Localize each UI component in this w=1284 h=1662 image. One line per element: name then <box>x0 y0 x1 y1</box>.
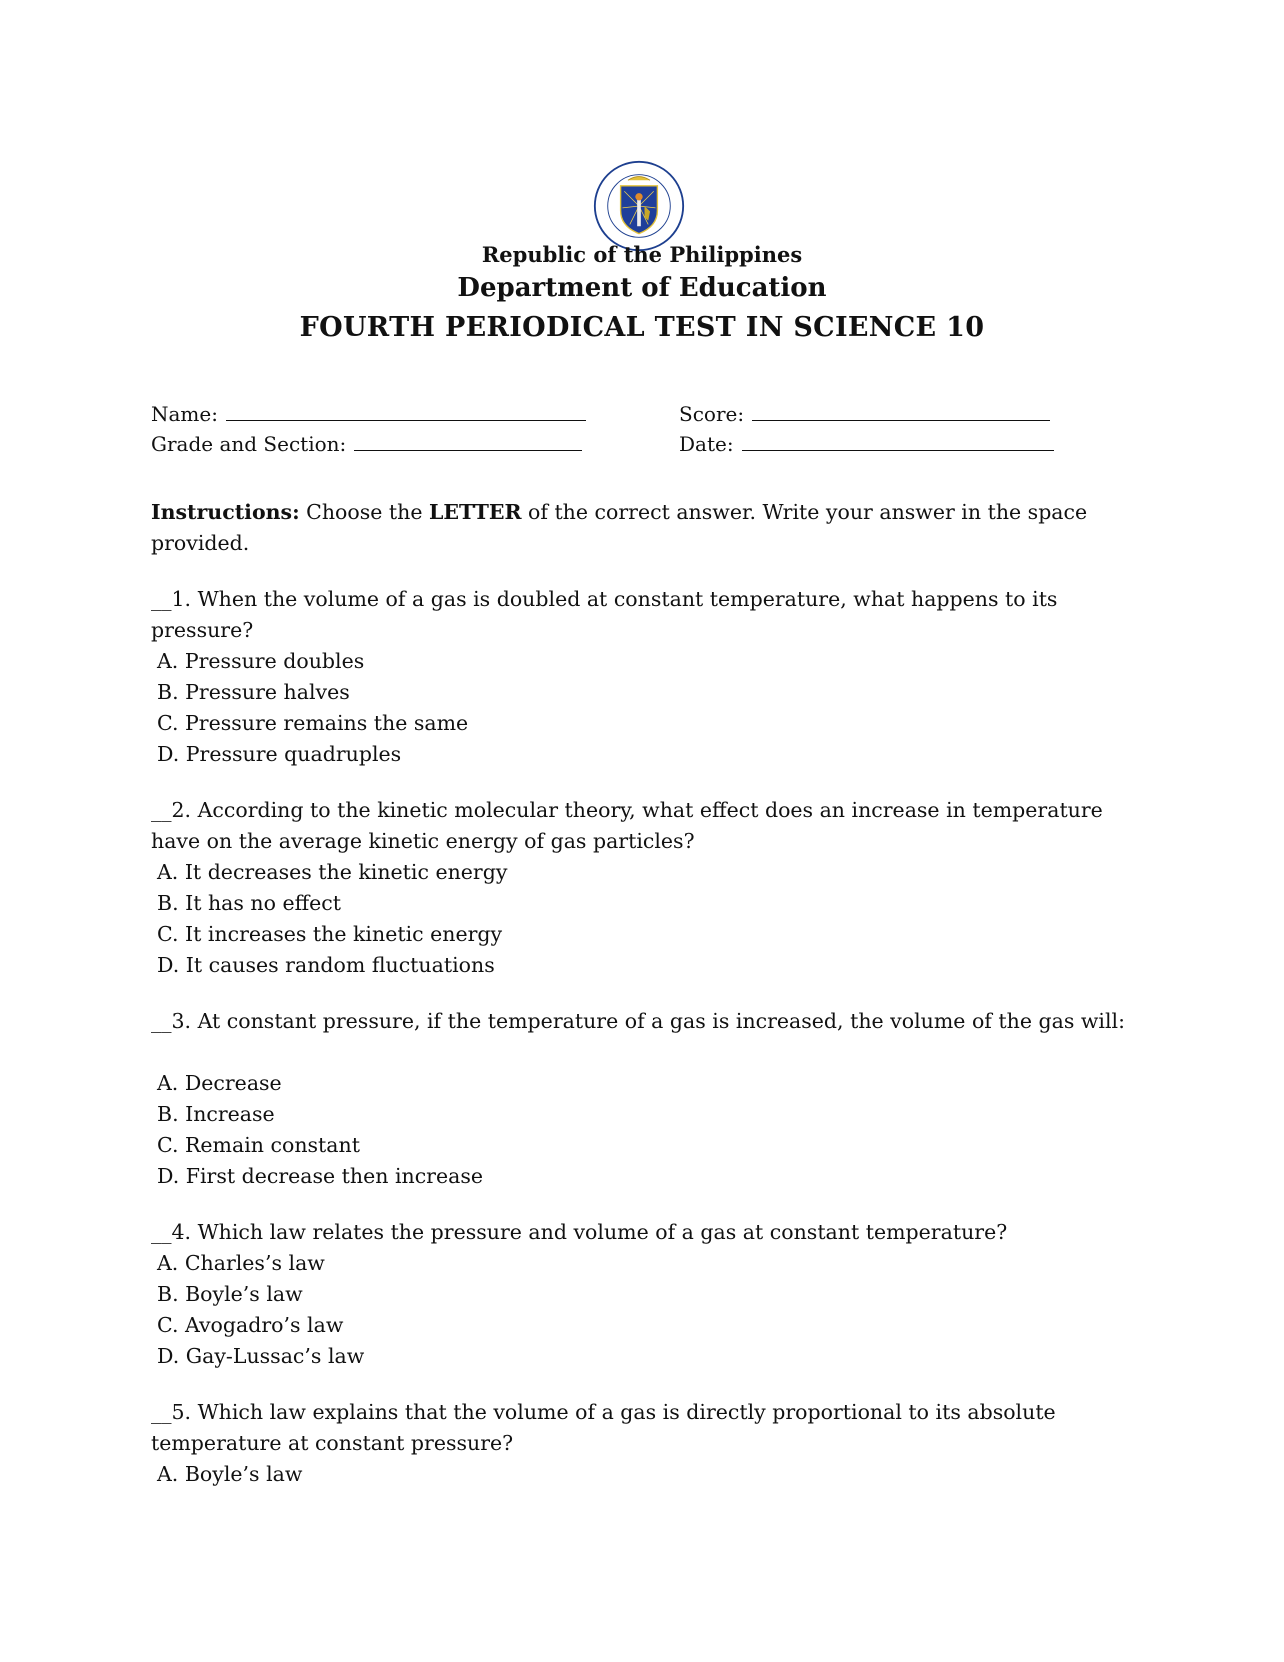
name-field <box>151 402 586 426</box>
score-label: Score: <box>679 402 745 426</box>
letter-emphasis: LETTER <box>429 500 522 524</box>
question-text: When the volume of a gas is doubled at constant temperature, what happens to its pressure? <box>151 587 1058 642</box>
score-blank[interactable] <box>752 404 1050 421</box>
option: D. It causes random fluctuations <box>157 953 495 977</box>
option: A. Decrease <box>157 1071 282 1095</box>
option: C. It increases the kinetic energy <box>157 922 503 946</box>
republic-heading: Republic of the Philippines <box>481 242 803 267</box>
option: D. First decrease then increase <box>157 1164 483 1188</box>
answer-blank[interactable]: __4. <box>151 1220 192 1244</box>
question-text: Which law relates the pressure and volume of a gas at constant temperature? <box>191 1220 1008 1244</box>
name-blank[interactable] <box>226 404 586 421</box>
option: B. Pressure halves <box>157 680 350 704</box>
option: A. Boyle’s law <box>157 1462 303 1486</box>
question-1 <box>151 584 1141 646</box>
question-4 <box>151 1217 1141 1248</box>
question-3 <box>151 1006 1141 1037</box>
deped-seal-icon <box>593 160 685 252</box>
date-label: Date: <box>679 432 734 456</box>
option: D. Gay-Lussac’s law <box>157 1344 365 1368</box>
grade-section-blank[interactable] <box>354 434 582 451</box>
grade-section-field <box>151 432 582 456</box>
date-field <box>679 432 1054 456</box>
date-blank[interactable] <box>742 434 1054 451</box>
option: A. It decreases the kinetic energy <box>157 860 508 884</box>
instructions-label: Instructions: <box>151 500 300 524</box>
option: A. Charles’s law <box>157 1251 325 1275</box>
option: C. Pressure remains the same <box>157 711 469 735</box>
department-heading: Department of Education <box>457 273 827 303</box>
name-label: Name: <box>151 402 218 426</box>
question-text: Which law explains that the volume of a gas is directly proportional to its absolute temperature at constant pressure? <box>151 1400 1056 1455</box>
score-field <box>679 402 1050 426</box>
test-title: FOURTH PERIODICAL TEST IN SCIENCE 10 <box>299 312 985 343</box>
option: A. Pressure doubles <box>157 649 365 673</box>
option: C. Avogadro’s law <box>157 1313 344 1337</box>
option: D. Pressure quadruples <box>157 742 402 766</box>
question-text: According to the kinetic molecular theory, what effect does an increase in temperature have on the average kinetic energy of gas particles? <box>151 798 1103 853</box>
option: B. Increase <box>157 1102 275 1126</box>
instructions: Instructions: Choose the LETTER of the correct answer. Write your answer in the space provided. <box>151 500 1088 555</box>
question-5 <box>151 1397 1141 1459</box>
question-text: At constant pressure, if the temperature of a gas is increased, the volume of the gas will: <box>191 1009 1125 1033</box>
option: C. Remain constant <box>157 1133 360 1157</box>
grade-section-label: Grade and Section: <box>151 432 347 456</box>
option: B. Boyle’s law <box>157 1282 303 1306</box>
answer-blank[interactable]: __1. <box>151 587 192 611</box>
answer-blank[interactable]: __5. <box>151 1400 192 1424</box>
question-2 <box>151 795 1141 857</box>
option: B. It has no effect <box>157 891 342 915</box>
answer-blank[interactable]: __3. <box>151 1009 192 1033</box>
answer-blank[interactable]: __2. <box>151 798 192 822</box>
